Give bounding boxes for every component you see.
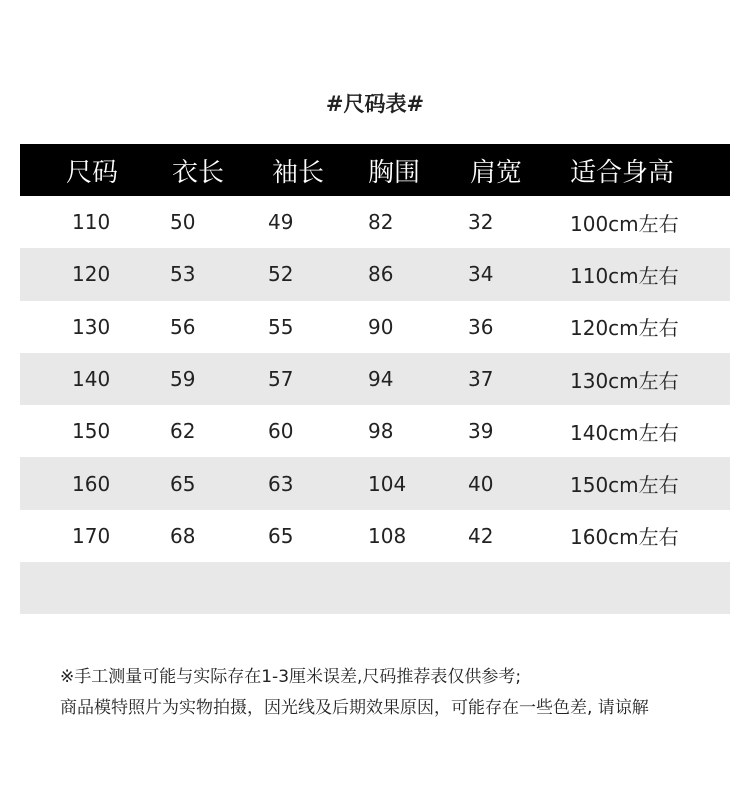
cell-shoulder: 32 — [468, 210, 494, 235]
note-photo: 商品模特照片为实物拍摄，因光线及后期效果原因，可能存在一些色差, 请谅解 — [60, 698, 649, 718]
cell-chest: 108 — [368, 523, 407, 548]
header-chest: 胸围 — [368, 157, 421, 188]
cell-height: 150cm左右 — [570, 473, 679, 498]
cell-height: 140cm左右 — [570, 420, 679, 445]
table-header-row — [20, 144, 730, 196]
size-table — [20, 144, 730, 614]
cell-length: 59 — [170, 367, 196, 392]
cell-sleeve: 52 — [268, 262, 294, 287]
cell-chest: 82 — [368, 210, 394, 235]
table-row — [20, 248, 730, 300]
cell-size: 170 — [72, 523, 111, 548]
table-row — [20, 353, 730, 405]
cell-size: 130 — [72, 314, 111, 339]
cell-height: 160cm左右 — [570, 525, 679, 550]
table-row — [20, 510, 730, 562]
size-chart-title: #尺码表# — [325, 92, 425, 116]
notes — [60, 662, 649, 724]
cell-sleeve: 57 — [268, 367, 294, 392]
header-sleeve: 袖长 — [272, 157, 325, 188]
header-height: 适合身高 — [570, 157, 675, 188]
header-shoulder: 肩宽 — [470, 157, 523, 188]
cell-chest: 90 — [368, 314, 394, 339]
cell-size: 160 — [72, 471, 111, 496]
table-row — [20, 301, 730, 353]
cell-chest: 86 — [368, 262, 394, 287]
cell-length: 56 — [170, 314, 196, 339]
cell-size: 120 — [72, 262, 111, 287]
cell-chest: 98 — [368, 419, 394, 444]
note-measurement: ※手工测量可能与实际存在1-3厘米误差,尺码推荐表仅供参考; — [60, 667, 522, 687]
cell-length: 53 — [170, 262, 196, 287]
cell-length: 65 — [170, 471, 196, 496]
cell-height: 100cm左右 — [570, 211, 679, 236]
cell-chest: 104 — [368, 471, 407, 496]
cell-shoulder: 42 — [468, 523, 494, 548]
cell-size: 140 — [72, 367, 111, 392]
cell-size: 150 — [72, 419, 111, 444]
cell-length: 62 — [170, 419, 196, 444]
cell-length: 68 — [170, 523, 196, 548]
cell-sleeve: 49 — [268, 210, 294, 235]
cell-shoulder: 34 — [468, 262, 494, 287]
table-row — [20, 457, 730, 509]
table-row — [20, 196, 730, 248]
cell-sleeve: 65 — [268, 523, 294, 548]
header-length: 衣长 — [172, 157, 225, 188]
cell-shoulder: 39 — [468, 419, 494, 444]
cell-height: 130cm左右 — [570, 368, 679, 393]
cell-shoulder: 40 — [468, 471, 494, 496]
cell-length: 50 — [170, 210, 196, 235]
cell-sleeve: 55 — [268, 314, 294, 339]
cell-size: 110 — [72, 210, 111, 235]
cell-shoulder: 36 — [468, 314, 494, 339]
cell-sleeve: 63 — [268, 471, 294, 496]
header-size: 尺码 — [66, 157, 119, 188]
cell-height: 110cm左右 — [570, 263, 679, 288]
cell-chest: 94 — [368, 367, 394, 392]
table-row — [20, 405, 730, 457]
cell-height: 120cm左右 — [570, 316, 679, 341]
cell-sleeve: 60 — [268, 419, 294, 444]
table-row-empty — [20, 562, 730, 614]
cell-shoulder: 37 — [468, 367, 494, 392]
